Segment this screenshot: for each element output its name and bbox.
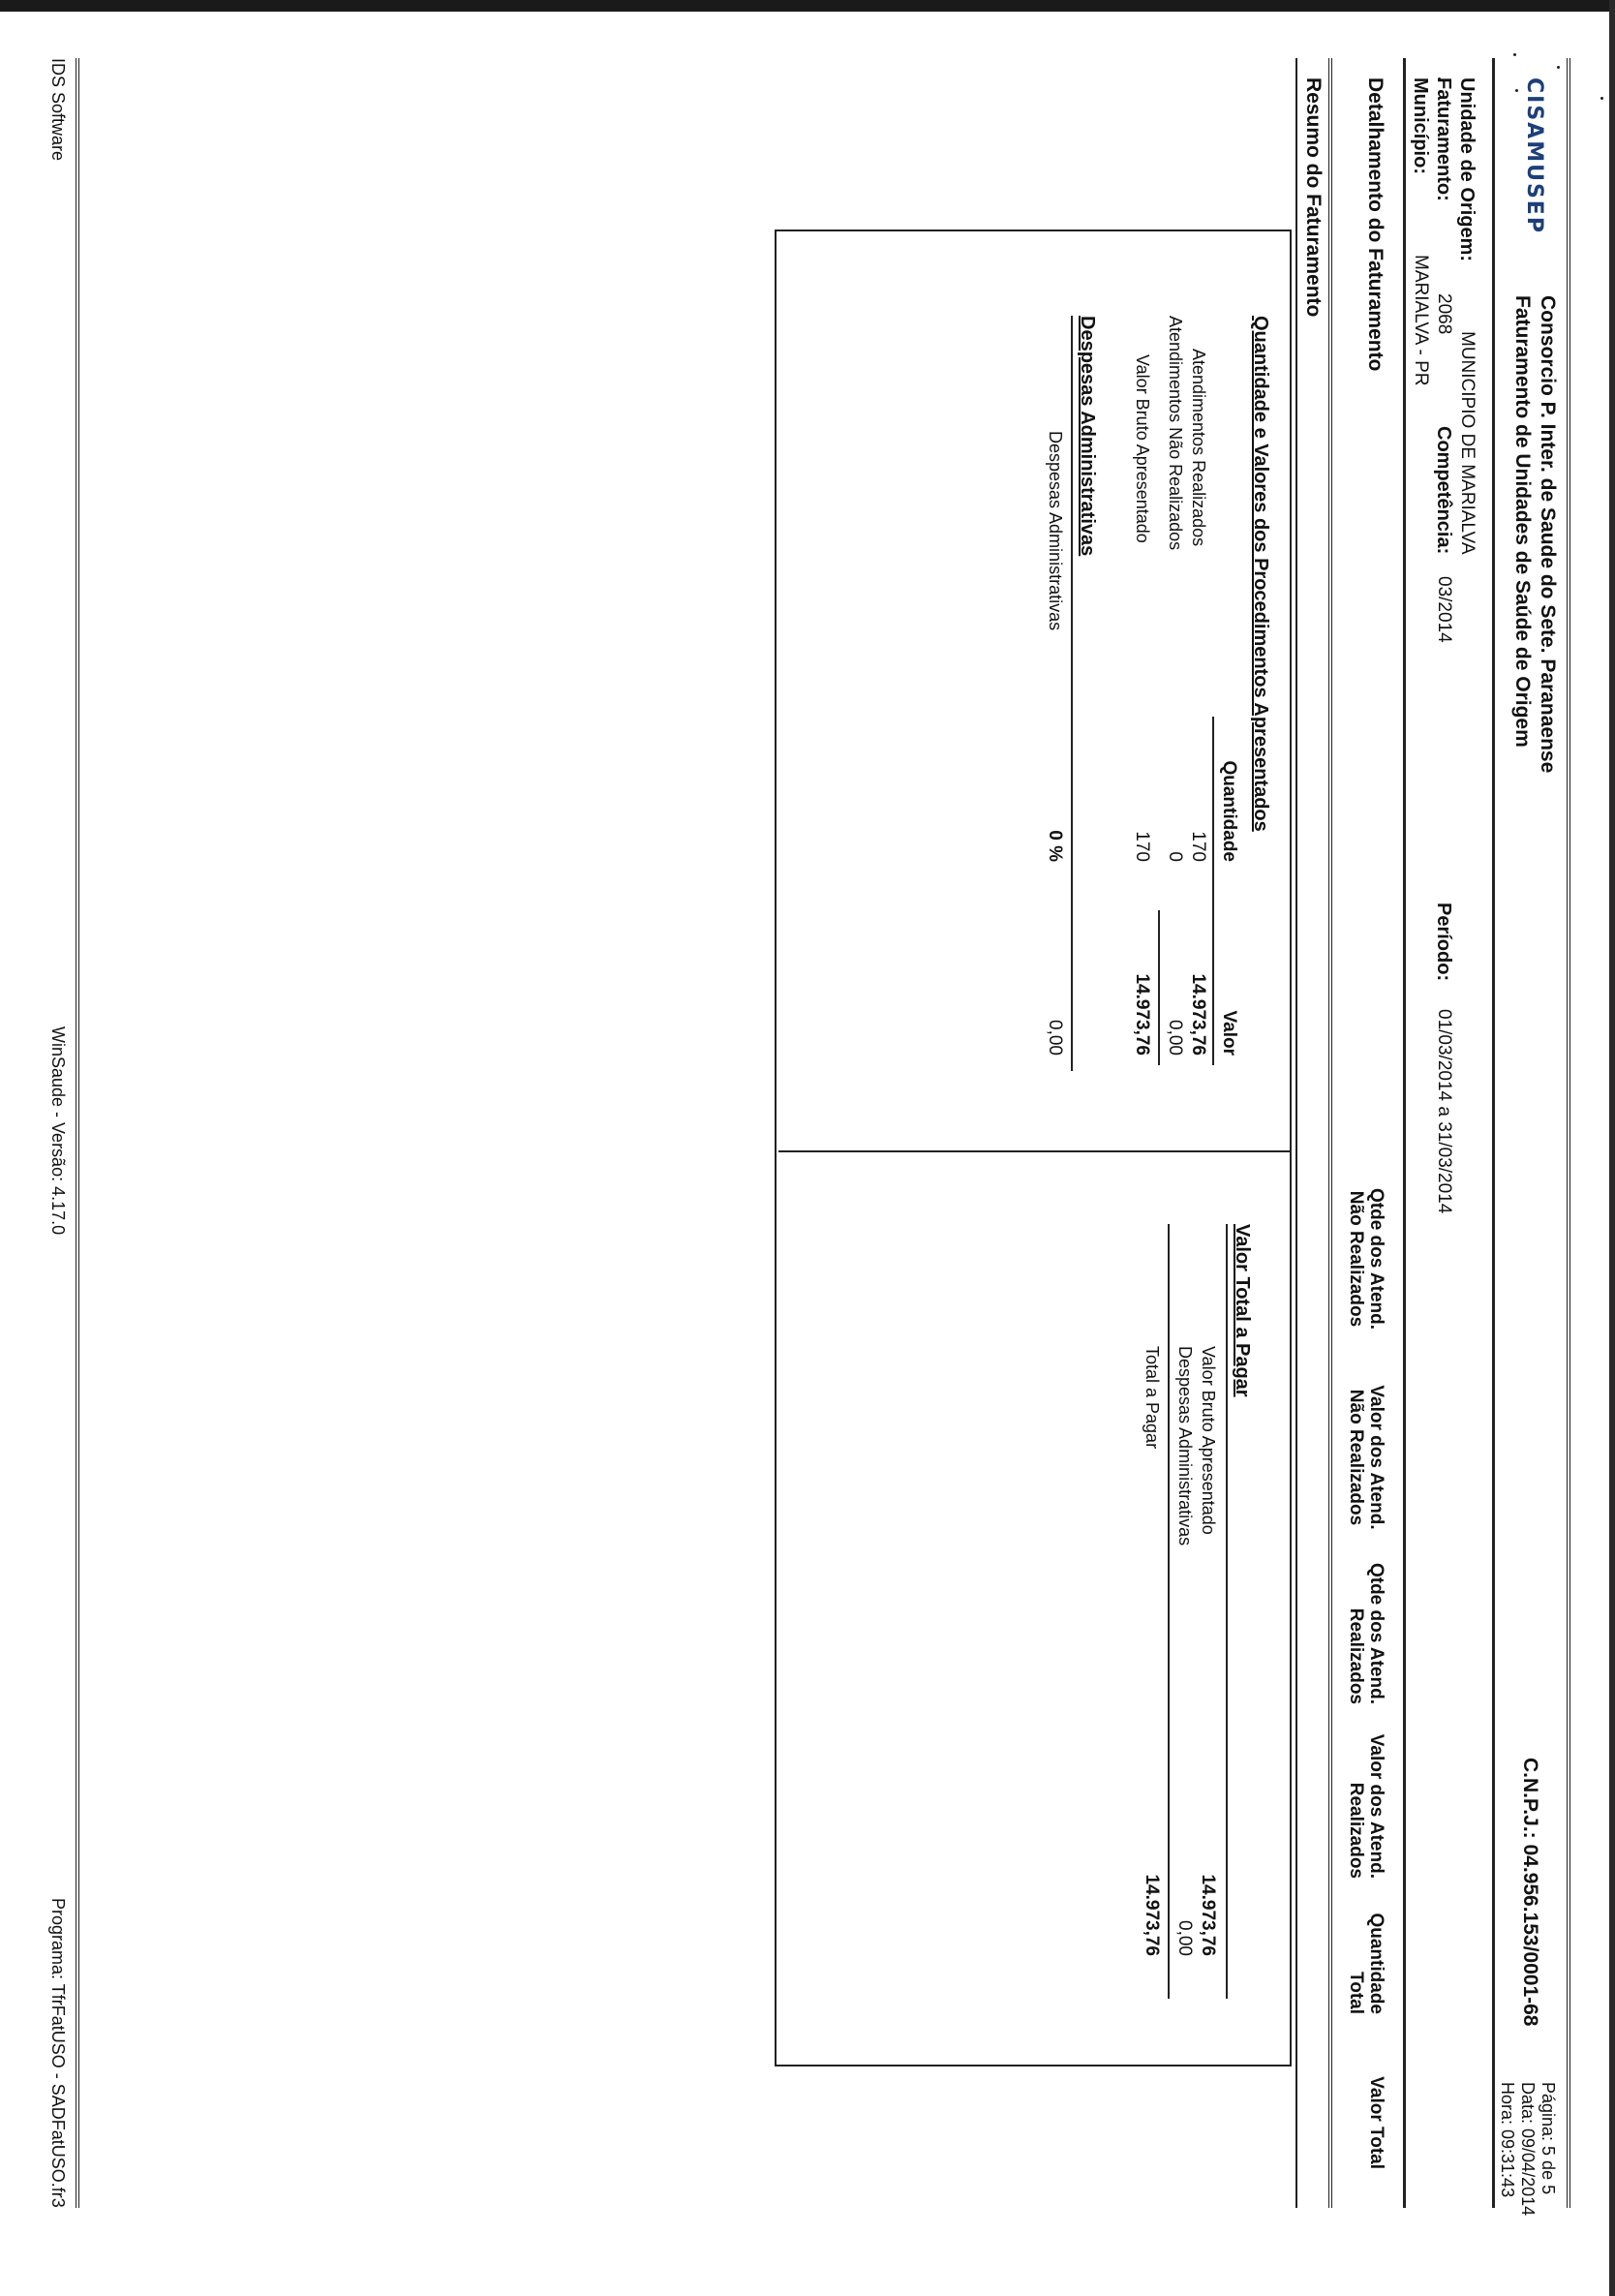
procedimentos-header-rule	[1212, 717, 1214, 1065]
despesas-row-valor: 0,00	[1045, 1020, 1065, 1056]
col-qtde-realizados: Qtde dos Atend. Realizados	[1346, 1562, 1386, 1704]
unidade-value: MUNICIPIO DE MARIALVA	[1457, 331, 1478, 555]
print-date: Data: 09/04/2014	[1518, 2082, 1538, 2217]
col-valor-total: Valor Total	[1366, 2076, 1386, 2169]
total-row-label: Despesas Administrativas	[1175, 1346, 1195, 1546]
procedimentos-row-label: Atendimentos Não Realizados	[1166, 316, 1185, 551]
info-bottom-rule	[1403, 58, 1406, 2208]
total-row-valor: 14.973,76	[1142, 1874, 1162, 1956]
total-row-label: Total a Pagar	[1143, 1346, 1162, 1450]
total-title-rule	[1226, 1224, 1228, 1999]
total-row-label: Valor Bruto Apresentado	[1199, 1346, 1218, 1535]
header-top-rule	[1567, 58, 1570, 2208]
procedimentos-row-valor: 14.973,76	[1132, 973, 1152, 1056]
competencia-label: Competência:	[1433, 426, 1454, 555]
despesas-row-label: Despesas Administrativas	[1046, 431, 1065, 631]
col-valor-nao-realizados: Valor dos Atend. Não Realizados	[1346, 1385, 1386, 1530]
faturamento-label: Faturamento:	[1433, 77, 1454, 201]
procedimentos-row-valor: 14.973,76	[1188, 973, 1208, 1056]
despesas-rule	[1071, 316, 1073, 1071]
cisamusep-logo: CISAMUSEP	[1522, 77, 1546, 234]
org-name: Consorcio P. Inter. de Saude do Sete. Paranaense	[1537, 295, 1559, 774]
resumo-rule	[1295, 58, 1297, 2208]
footer-left: IDS Software	[48, 58, 68, 162]
despesas-title: Despesas Administrativas	[1077, 316, 1098, 557]
periodo-value: 01/03/2014 a 31/03/2014	[1434, 1009, 1454, 1214]
footer-center: WinSaude - Versão: 4.17.0	[48, 1026, 68, 1236]
periodo-label: Período:	[1433, 903, 1454, 982]
procedimentos-col-quantidade: Quantidade	[1219, 760, 1239, 862]
detalhamento-title: Detalhamento do Faturamento	[1364, 77, 1386, 372]
despesas-row-percent: 0 %	[1045, 830, 1065, 862]
resumo-title: Resumo do Faturamento	[1302, 77, 1325, 318]
faturamento-value: 2068	[1434, 293, 1454, 335]
header-bottom-rule	[1492, 58, 1495, 2208]
report-title: Faturamento de Unidades de Saúde de Origem	[1511, 295, 1534, 748]
footer-rule	[76, 58, 79, 2208]
procedimentos-subtotal-rule	[1158, 910, 1160, 1065]
unidade-label: Unidade de Origem:	[1456, 77, 1478, 262]
procedimentos-row-label: Atendimentos Realizados	[1189, 349, 1208, 547]
resumo-box	[775, 230, 1292, 2066]
col-quantidade-total: Quantidade Total	[1346, 1913, 1386, 2014]
cnpj: C.N.P.J.: 04.956.153/0001-68	[1519, 1758, 1541, 2027]
municipio-value: MARIALVA - PR	[1411, 255, 1431, 386]
footer-right: Programa: TfrFatUSO - SADFatUSO.fr3	[48, 1898, 68, 2208]
page-number: Página: 5 de 5	[1539, 2082, 1558, 2195]
procedimentos-row-quantidade: 0	[1165, 851, 1185, 862]
total-subtotal-rule	[1168, 1224, 1170, 1999]
procedimentos-row-quantidade: 170	[1132, 831, 1152, 862]
print-time: Hora: 09:31:43	[1498, 2082, 1517, 2198]
total-row-valor: 14.973,76	[1198, 1874, 1218, 1956]
total-row-valor: 0,00	[1174, 1920, 1195, 1956]
procedimentos-title: Quantidade e Valores dos Procedimentos Apresentados	[1250, 316, 1271, 832]
total-title: Valor Total a Pagar	[1232, 1224, 1253, 1397]
col-qtde-nao-realizados: Qtde dos Atend. Não Realizados	[1346, 1187, 1386, 1331]
detalhamento-bottom-rule	[1328, 58, 1332, 2208]
procedimentos-row-valor: 0,00	[1165, 1020, 1185, 1056]
competencia-value: 03/2014	[1434, 576, 1454, 643]
procedimentos-row-quantidade: 170	[1188, 831, 1208, 862]
municipio-label: Município:	[1410, 77, 1431, 174]
procedimentos-row-label: Valor Bruto Apresentado	[1133, 354, 1152, 543]
col-valor-realizados: Valor dos Atend. Realizados	[1346, 1733, 1386, 1879]
resumo-box-divider	[778, 1150, 1292, 1152]
procedimentos-col-valor: Valor	[1219, 1010, 1239, 1056]
